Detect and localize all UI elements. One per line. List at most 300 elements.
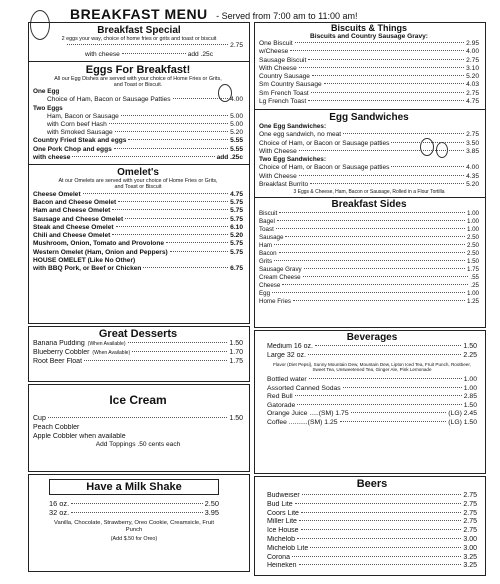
item-name: Breakfast Burrito <box>259 180 309 188</box>
menu-item-row <box>33 424 243 433</box>
menu-item-row <box>33 415 243 424</box>
menu-item-row <box>33 207 243 215</box>
item-name: Blueberry Cobbler <box>33 348 90 356</box>
item-dot-leader <box>292 556 461 557</box>
menu-item-row <box>33 113 243 121</box>
item-dot-leader <box>312 75 464 76</box>
item-name: Cheese <box>259 282 281 290</box>
item-price: 3.00 <box>463 544 477 552</box>
item-price: 4.75 <box>230 190 243 198</box>
item-name: with Corn beef Hash <box>47 120 107 128</box>
item-price: 1.75 <box>229 357 243 365</box>
item-name: Sausage Gravy <box>259 266 302 274</box>
item-dot-leader <box>121 115 228 116</box>
item-price: 1.75 <box>466 266 479 274</box>
item-name: Ham, Bacon or Sausage <box>47 112 119 120</box>
beverages-title: Beverages <box>346 332 398 343</box>
item-name: Choice of Ham, or Bacon or Sausage patties <box>259 164 390 172</box>
beverages-box <box>254 330 486 474</box>
item-dot-leader <box>295 42 464 43</box>
item-dot-leader <box>132 351 227 352</box>
item-name: with cheese <box>33 153 71 161</box>
item-price: 5.20 <box>230 232 243 240</box>
item-price: 6.10 <box>230 223 243 231</box>
item-name: One Pork Chop and eggs <box>33 145 112 153</box>
item-dot-leader <box>299 150 464 151</box>
item-dot-leader <box>274 260 465 261</box>
menu-item-row <box>267 419 477 428</box>
item-dot-leader <box>308 100 464 101</box>
item-name: HOUSE OMELET (Like No Other) <box>33 257 136 265</box>
beverage-list <box>267 376 477 428</box>
item-name: Home Fries <box>259 298 291 306</box>
item-price: 1.50 <box>463 401 477 409</box>
breakfast-special-cheese: with cheese add .25c <box>85 50 213 58</box>
item-name: Chili and Cheese Omelet <box>33 232 111 240</box>
item-price: 3.00 <box>463 535 477 543</box>
sides-section <box>255 197 485 306</box>
item-price: 5.75 <box>230 248 243 256</box>
coffee-list <box>267 343 477 361</box>
item-dot-leader <box>279 212 465 213</box>
item-note: (When Available) <box>87 341 126 347</box>
item-price: 2.85 <box>463 393 477 401</box>
item-dot-leader <box>309 378 462 379</box>
breakfast-box <box>28 22 250 324</box>
egg-sandwiches-section <box>255 109 485 195</box>
milkshake-flavors: Vanilla, Chocolate, Strawberry, Oreo Cookie, Creamsicle, Fruit Punch <box>54 520 214 533</box>
item-price: 2.50 <box>466 234 479 242</box>
item-name: Sm French Toast <box>259 89 309 97</box>
item-name: Coffee ..........(SM) 1.25 <box>267 418 338 426</box>
omelets-section <box>29 164 249 273</box>
menu-item-row <box>259 81 479 89</box>
beers-box <box>254 476 486 576</box>
menu-item-row <box>259 65 479 73</box>
item-dot-leader <box>299 564 462 565</box>
item-name: Bagel <box>259 218 275 226</box>
menu-item-row <box>259 181 479 189</box>
item-price: 5.75 <box>230 207 243 215</box>
menu-item-row <box>259 250 479 258</box>
item-dot-leader <box>299 67 464 68</box>
menu-item-row <box>33 358 243 367</box>
omelets-desc: At our Omelets are served with your choice of Home Fries or Grits, and Toast or Biscuit <box>58 178 218 191</box>
one-egg-sandwich-label: One Egg Sandwiches: <box>259 123 327 131</box>
item-dot-leader <box>84 360 227 361</box>
item-dot-leader <box>125 218 228 219</box>
menu-item-row <box>267 545 477 554</box>
menu-item-row <box>267 510 477 519</box>
item-dot-leader <box>83 193 229 194</box>
item-name: Ice House <box>267 527 299 535</box>
item-name: Orange Juice .....(SM) 1.75 <box>267 410 349 418</box>
item-dot-leader <box>115 131 229 132</box>
item-name: Heineken <box>267 562 297 570</box>
item-name: With Cheese <box>259 172 297 180</box>
item-dot-leader <box>277 220 465 221</box>
item-price: 2.50 <box>466 250 479 258</box>
menu-item-row <box>33 216 243 224</box>
ice-cream-list <box>33 415 243 441</box>
menu-item-row <box>49 499 219 508</box>
milkshake-box <box>28 474 250 572</box>
item-price: 1.25 <box>466 298 479 306</box>
biscuit-list <box>259 40 479 106</box>
item-name: 16 oz. <box>49 499 70 508</box>
item-dot-leader <box>116 226 229 227</box>
menu-item-row <box>33 129 243 137</box>
menu-item-row <box>33 96 243 104</box>
item-dot-leader <box>112 234 228 235</box>
item-dot-leader <box>143 267 228 268</box>
item-name: Sausage and Cheese Omelet <box>33 215 124 223</box>
item-dot-leader <box>71 512 202 513</box>
item-price: 2.95 <box>466 40 479 47</box>
item-price: 4.00 <box>466 164 479 172</box>
menu-item-row <box>33 249 243 257</box>
menu-item-row <box>259 140 479 148</box>
menu-item-row <box>259 173 479 181</box>
item-price: .25 <box>470 282 479 290</box>
item-price: 3.25 <box>463 562 477 570</box>
item-price: 2.75 <box>463 492 477 499</box>
menu-item-row <box>267 343 477 352</box>
menu-item-row <box>33 349 243 358</box>
menu-item-row <box>259 48 479 56</box>
one-egg-label: One Egg <box>33 88 60 96</box>
menu-item-row <box>259 242 479 250</box>
item-dot-leader <box>301 512 461 513</box>
omelets-title: Omelet's <box>117 167 159 179</box>
item-price: 5.75 <box>230 198 243 206</box>
breakfast-special-section <box>29 23 249 59</box>
desserts-title: Great Desserts <box>98 328 178 340</box>
eggs-desc: All our Egg Dishes are served with your choice of Home Fries or Grits, and Toast or Biscuit. <box>54 75 222 88</box>
item-dot-leader <box>166 242 228 243</box>
menu-item-row <box>267 385 477 394</box>
desserts-box <box>28 326 250 382</box>
two-eggs-label: Two Eggs <box>33 104 63 112</box>
item-dot-leader <box>343 387 462 388</box>
menu-item-row <box>267 352 477 361</box>
item-dot-leader <box>297 404 461 405</box>
item-name: Michelob <box>267 535 296 543</box>
item-dot-leader <box>304 268 465 269</box>
item-price: 1.70 <box>229 348 243 356</box>
item-dot-leader <box>315 345 461 346</box>
item-price: 1.50 <box>229 340 243 347</box>
milkshake-title: Have a Milk Shake <box>49 479 219 495</box>
item-name: Peach Cobbler <box>33 423 80 431</box>
item-name: Steak and Cheese Omelet <box>33 223 114 231</box>
item-dot-leader <box>311 92 464 93</box>
biscuits-subtitle: Biscuits and Country Sausage Gravy: <box>310 33 428 40</box>
item-name: Assorted Canned Sodas <box>267 384 341 392</box>
item-dot-leader <box>302 494 462 495</box>
item-price: 3.95 <box>204 508 219 518</box>
menu-item-row <box>33 265 243 273</box>
one-egg-list <box>33 96 243 104</box>
item-dot-leader <box>114 148 228 149</box>
menu-item-row <box>259 57 479 65</box>
item-price: 5.20 <box>230 129 243 137</box>
item-dot-leader <box>282 284 468 285</box>
menu-item-row <box>267 518 477 527</box>
menu-item-row <box>33 340 243 349</box>
menu-item-row <box>259 164 479 172</box>
item-price: 5.75 <box>230 240 243 248</box>
sandwich-two-list <box>259 164 479 189</box>
item-name: Apple Cobbler when available <box>33 432 126 440</box>
menu-item-row <box>259 298 479 306</box>
menu-item-row <box>259 98 479 106</box>
item-name: Sausage Biscuit <box>259 56 307 64</box>
item-price: 1.50 <box>466 258 479 266</box>
menu-item-row <box>259 234 479 242</box>
item-price: 5.00 <box>230 120 243 128</box>
item-dot-leader <box>351 412 447 413</box>
item-price: 2.75 <box>466 131 479 139</box>
item-price: 5.75 <box>230 215 243 223</box>
menu-item-row <box>259 258 479 266</box>
item-dot-leader <box>299 175 464 176</box>
item-dot-leader <box>276 228 465 229</box>
item-name: with Smoked Sausage <box>47 129 113 137</box>
item-name: Budweiser <box>267 492 300 499</box>
item-dot-leader <box>290 50 464 51</box>
item-price: 2.75 <box>463 527 477 535</box>
item-price: 2.50 <box>466 242 479 250</box>
item-note: (When Available) <box>92 349 131 356</box>
beer-list <box>267 492 477 571</box>
menu-item-row <box>267 393 477 402</box>
breakfast-special-title: Breakfast Special <box>97 25 181 36</box>
item-name: Bottled water <box>267 376 307 383</box>
sandwich-one-list <box>259 131 479 156</box>
item-name: Mushroom, Onion, Tomato and Provolone <box>33 240 165 248</box>
item-name: Choice of Ham, Bacon or Sausage Patties <box>47 96 171 104</box>
menu-item-row <box>267 562 477 571</box>
eggs-section <box>29 61 249 162</box>
burrito-note: 3 Eggs & Cheese, Ham, Bacon or Sausage, Rolled in a Flour Tortilla <box>293 189 445 196</box>
milkshake-list <box>49 499 219 517</box>
item-name: With Cheese <box>259 64 297 72</box>
item-dot-leader <box>112 209 228 210</box>
item-dot-leader <box>295 503 462 504</box>
item-dot-leader <box>109 123 228 124</box>
item-price: 1.00 <box>466 218 479 226</box>
menu-item-row <box>33 199 243 207</box>
menu-item-row <box>267 376 477 385</box>
item-price: add .25c <box>216 153 243 161</box>
item-price: 4.00 <box>466 48 479 56</box>
item-name: Michelob Lite <box>267 544 309 552</box>
two-egg-sandwich-label: Two Egg Sandwiches: <box>259 156 326 164</box>
item-price: 4.75 <box>466 98 479 106</box>
toppings-note: Add Toppings .50 cents each <box>95 441 181 449</box>
item-price: 3.50 <box>466 139 479 147</box>
item-name: 32 oz. <box>49 508 70 518</box>
menu-item-row <box>259 148 479 156</box>
item-price: 6.75 <box>230 265 243 273</box>
item-price: 1.00 <box>466 226 479 234</box>
item-name: Root Beer Float <box>33 357 83 365</box>
menu-item-row <box>259 282 479 290</box>
ice-cream-title: Ice Cream <box>109 393 167 407</box>
item-price: 1.50 <box>463 343 477 350</box>
item-dot-leader <box>274 244 465 245</box>
item-name: Country Sausage <box>259 73 310 81</box>
item-name: Bacon and Cheese Omelet <box>33 198 117 206</box>
item-dot-leader <box>308 354 461 355</box>
item-dot-leader <box>170 251 228 252</box>
sides-title: Breakfast Sides <box>331 199 407 211</box>
menu-item-row <box>259 266 479 274</box>
item-name: Bud Lite <box>267 500 293 508</box>
item-price: 2.75 <box>463 509 477 517</box>
item-price: 2.50 <box>204 499 219 508</box>
item-dot-leader <box>391 166 464 167</box>
item-name: One Biscuit <box>259 40 293 47</box>
menu-item-row <box>259 131 479 139</box>
item-name: w/Cheese <box>259 48 289 56</box>
item-dot-leader <box>128 139 228 140</box>
item-price: 5.20 <box>466 73 479 81</box>
beverage-note: Flavor (Diet Pepsi), Sunny Mountain Dew, Mountain Dew, Lipton Iced Tea, Fruit Punch, Rootbeer, Sweet Tea, Unsweetened Tea, Ginger Ale, Pink Lemonade <box>273 361 471 372</box>
menu-item-row <box>33 240 243 248</box>
menu-item-row <box>33 191 243 199</box>
menu-item-row <box>267 402 477 411</box>
item-dot-leader <box>299 520 461 521</box>
item-name: Red Bull <box>267 393 293 401</box>
item-name: One egg sandwich, no meat <box>259 131 342 139</box>
item-dot-leader <box>343 133 464 134</box>
item-price: 3.85 <box>466 147 479 155</box>
item-price: 1.00 <box>463 384 477 392</box>
item-dot-leader <box>128 342 228 343</box>
item-dot-leader <box>118 201 228 202</box>
item-name: Coors Lite <box>267 509 299 517</box>
item-name: Corona <box>267 553 290 561</box>
item-dot-leader <box>308 59 464 60</box>
item-price: 1.00 <box>463 376 477 383</box>
item-price: 2.75 <box>463 518 477 526</box>
item-name: Miller Lite <box>267 518 297 526</box>
item-price: 1.00 <box>466 290 479 298</box>
menu-item-row <box>267 527 477 536</box>
two-egg-list <box>33 113 243 138</box>
item-price: 3.10 <box>466 64 479 72</box>
menu-title: BREAKFAST MENU <box>70 6 208 22</box>
item-dot-leader <box>285 236 465 237</box>
menu-item-row <box>33 154 243 162</box>
item-name: Ham <box>259 242 273 250</box>
item-name: Biscuit <box>259 210 278 218</box>
item-price: 2.75 <box>466 56 479 64</box>
item-name: With Cheese <box>259 147 297 155</box>
item-price: 2.75 <box>463 500 477 508</box>
item-name: Bacon <box>259 250 277 258</box>
menu-item-row <box>259 90 479 98</box>
item-dot-leader <box>297 538 461 539</box>
menu-item-row <box>259 274 479 282</box>
item-dot-leader <box>72 156 214 157</box>
menu-item-row <box>33 433 243 442</box>
item-dot-leader <box>295 395 462 396</box>
item-price: 1.50 <box>229 415 243 422</box>
menu-item-row <box>259 218 479 226</box>
beers-title: Beers <box>356 478 388 490</box>
item-dot-leader <box>272 292 465 293</box>
item-price: .55 <box>470 274 479 282</box>
item-price: 2.25 <box>463 351 477 359</box>
eggs-title: Eggs For Breakfast! <box>85 63 191 76</box>
menu-item-row <box>267 536 477 545</box>
menu-item-row <box>49 508 219 517</box>
item-price: 5.20 <box>466 180 479 188</box>
milkshake-note: (Add $.50 for Oreo) <box>110 535 158 542</box>
item-price: 3.25 <box>463 553 477 561</box>
biscuits-title: Biscuits & Things <box>330 23 407 33</box>
item-dot-leader <box>71 503 202 504</box>
item-name: Grits <box>259 258 273 266</box>
item-name: Cup <box>33 415 46 422</box>
breakfast-special-price: 2.75 <box>35 42 243 50</box>
sides-list <box>259 210 479 306</box>
item-name: Medium 16 oz. <box>267 343 313 350</box>
item-price: 4.03 <box>466 81 479 89</box>
item-dot-leader <box>301 529 462 530</box>
egg-other-list <box>33 137 243 162</box>
breakfast-special-desc: 2 eggs your way, choice of home fries or grits and toast or biscuit <box>61 36 217 42</box>
item-dot-leader <box>303 276 469 277</box>
item-name: Country Fried Steak and eggs <box>33 137 127 145</box>
menu-item-row <box>259 226 479 234</box>
menu-item-row <box>259 290 479 298</box>
item-name: Lg French Toast <box>259 98 307 106</box>
item-dot-leader <box>340 421 447 422</box>
item-name: Ham and Cheese Omelet <box>33 207 111 215</box>
item-price: (LG) 1.50 <box>448 418 477 426</box>
served-hours: - Served from 7:00 am to 11:00 am! <box>216 11 358 21</box>
item-name: Western Omelet (Ham, Onion and Peppers) <box>33 248 168 256</box>
item-price: 5.55 <box>230 145 243 153</box>
item-price: 4.00 <box>230 96 243 104</box>
menu-item-row <box>259 40 479 48</box>
menu-item-row <box>267 410 477 419</box>
item-name: Large 32 oz. <box>267 351 306 359</box>
menu-item-row <box>267 554 477 563</box>
omelet-list <box>33 191 243 274</box>
item-name: Cream Cheese <box>259 274 301 282</box>
item-dot-leader <box>310 547 461 548</box>
item-name: Sm Country Sausage <box>259 81 322 89</box>
item-name: Banana Pudding <box>33 340 85 347</box>
item-name: Sausage <box>259 234 284 242</box>
item-price: 4.35 <box>466 172 479 180</box>
menu-item-row <box>267 501 477 510</box>
item-price: 1.00 <box>466 210 479 218</box>
menu-item-row <box>33 137 243 145</box>
item-name: Egg <box>259 290 271 298</box>
item-dot-leader <box>391 142 464 143</box>
item-name: Toast <box>259 226 274 234</box>
item-price: (LG) 2.45 <box>448 410 477 418</box>
item-name: Gatorade <box>267 401 296 409</box>
menu-item-row <box>259 210 479 218</box>
item-dot-leader <box>48 417 228 418</box>
